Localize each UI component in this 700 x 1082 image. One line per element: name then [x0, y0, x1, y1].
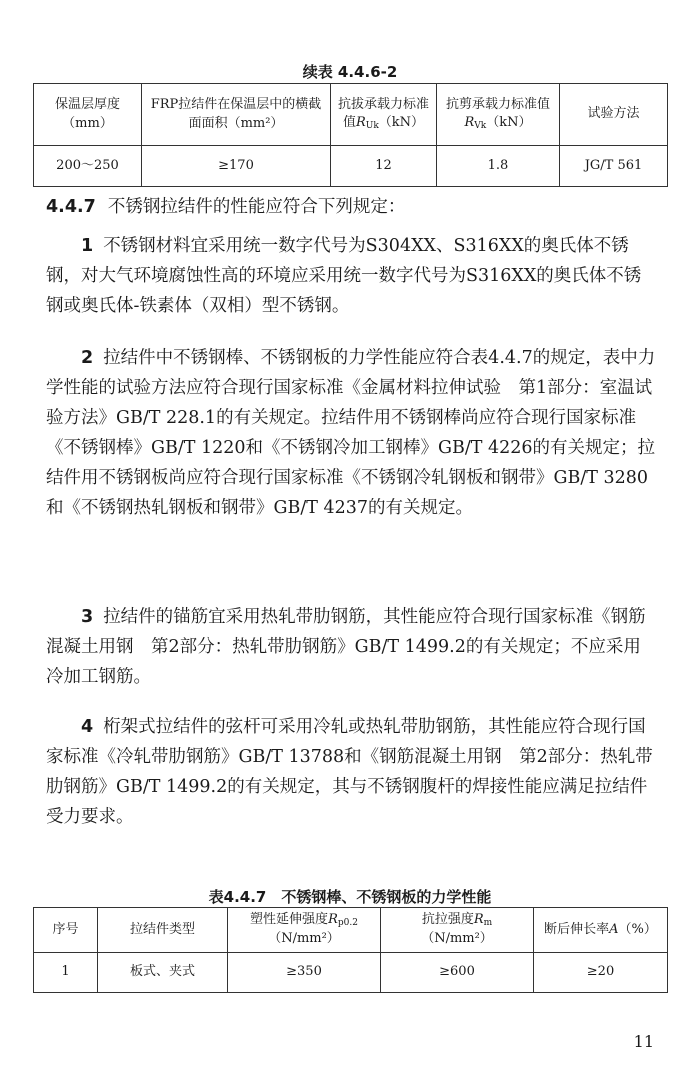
table2-cell-type: 板式、夹式	[98, 953, 228, 993]
clause-number: 4	[81, 717, 94, 737]
shear-unit: （kN）	[486, 115, 532, 131]
table1-caption: 续表 4.4.6-2	[302, 63, 398, 81]
table1-cell-area: ≥170	[142, 146, 331, 187]
table1-header-area: FRP拉结件在保温层中的横截面面积（mm²）	[142, 84, 331, 146]
clause-text: 不锈钢材料宜采用统一数字代号为S304XX、S316XX的奥氏体不锈钢，对大气环境腐蚀性高的环境应采用统一数字代号为S316XX的奥氏体不锈钢或奥氏体-铁素体（双相）型不锈钢。	[46, 236, 642, 316]
clause-1	[46, 231, 658, 321]
table2-header-index: 序号	[34, 908, 98, 953]
tensile-unit: （N/mm²）	[421, 931, 493, 947]
table1-header-method: 试验方法	[560, 84, 668, 146]
pullout-symbol: R	[355, 115, 366, 131]
table2	[33, 907, 668, 993]
pullout-unit: （kN）	[378, 115, 425, 131]
table-row	[34, 146, 668, 187]
table2-caption: 表4.4.7 不锈钢棒、不锈钢板的力学性能	[208, 888, 492, 906]
table2-header-tensile	[381, 908, 534, 953]
page-number: 11	[633, 1032, 654, 1051]
table1-header-shear	[437, 84, 560, 146]
elong-label: 断后伸长率	[544, 921, 610, 937]
table1	[33, 83, 668, 187]
tensile-subscript: m	[483, 918, 493, 929]
clause-number: 2	[81, 348, 94, 368]
table1-cell-thickness: 200～250	[34, 146, 142, 187]
yield-unit: （N/mm²）	[268, 931, 340, 947]
shear-symbol: R	[464, 115, 475, 131]
clause-3	[46, 602, 658, 692]
pullout-label: 抗拔承载力标准值	[337, 96, 429, 131]
table-row	[34, 953, 668, 993]
clause-text: 拉结件中不锈钢棒、不锈钢板的力学性能应符合表4.4.7的规定，表中力学性能的试验方法应符合现行国家标准《金属材料拉伸试验 第1部分：室温试验方法》GB/T 228.1的有关规定。拉结件用不锈钢棒尚应符合现行国家标准《不锈钢棒》GB/T 1220和《不锈钢冷加工钢棒》GB/T 4226的有关规定；拉结件用不锈钢板尚应符合现行国家标准《不锈钢冷轧钢板和钢带》GB/T 3280和《不锈钢热轧钢板和钢带》GB/T 4237的有关规定。	[46, 348, 656, 518]
tensile-label: 抗拉强度	[421, 912, 474, 928]
tensile-symbol: R	[473, 912, 484, 928]
table1-cell-shear: 1.8	[437, 146, 560, 187]
table2-header-yield	[228, 908, 381, 953]
yield-subscript: p0.2	[337, 918, 358, 929]
table2-header-elongation	[534, 908, 668, 953]
table2-cell-index: 1	[34, 953, 98, 993]
table1-header-pullout	[331, 84, 437, 146]
table1-header-row	[34, 84, 668, 146]
yield-symbol: R	[328, 912, 338, 928]
section-number: 4.4.7	[46, 197, 96, 217]
table2-cell-elongation: ≥20	[534, 953, 668, 993]
table1-cell-pullout: 12	[331, 146, 437, 187]
table1-header-thickness: 保温层厚度（mm）	[34, 84, 142, 146]
elong-symbol: A	[609, 921, 619, 937]
clause-number: 1	[81, 236, 94, 256]
table2-header-type: 拉结件类型	[98, 908, 228, 953]
clause-number: 3	[81, 607, 94, 627]
table2-cell-yield: ≥350	[228, 953, 381, 993]
shear-subscript: Vk	[474, 121, 487, 132]
shear-label: 抗剪承载力标准值	[445, 96, 550, 112]
table2-cell-tensile: ≥600	[381, 953, 534, 993]
clause-text: 桁架式拉结件的弦杆可采用冷轧或热轧带肋钢筋，其性能应符合现行国家标准《冷轧带肋钢筋》GB/T 13788和《钢筋混凝土用钢 第2部分：热轧带肋钢筋》GB/T 1499.2的有关规定，其与不锈钢腹杆的焊接性能应满足拉结件受力要求。	[46, 717, 653, 827]
pullout-subscript: Uk	[365, 121, 379, 132]
table1-cell-method: JG/T 561	[560, 146, 668, 187]
section-heading	[46, 192, 658, 222]
yield-label: 塑性延伸强度	[250, 912, 329, 928]
elong-unit: （%）	[618, 921, 657, 937]
clause-4	[46, 712, 658, 832]
table2-header-row	[34, 908, 668, 953]
clause-2	[46, 343, 658, 523]
section-title: 不锈钢拉结件的性能应符合下列规定：	[107, 197, 406, 217]
clause-text: 拉结件的锚筋宜采用热轧带肋钢筋，其性能应符合现行国家标准《钢筋混凝土用钢 第2部分：热轧带肋钢筋》GB/T 1499.2的有关规定；不应采用冷加工钢筋。	[46, 607, 646, 687]
